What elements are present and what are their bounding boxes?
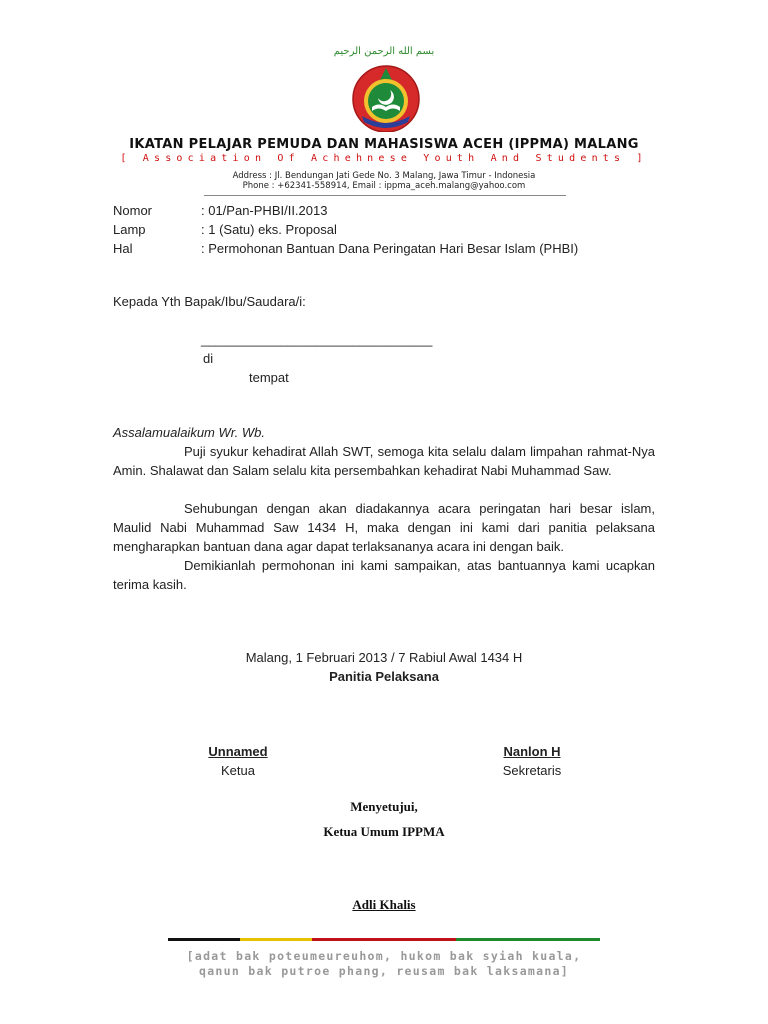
- organization-address: Address : Jl. Bendungan Jati Gede No. 3 Malang, Jawa Timur - Indonesia: [232, 171, 536, 181]
- footer-stripe-green: [456, 938, 600, 941]
- recipient-blank-line: ________________________________: [201, 332, 433, 347]
- organization-contact: Phone : +62341-558914, Email : ippma_aceh.malang@yahoo.com: [242, 181, 526, 191]
- meta-key-lamp: Lamp: [113, 222, 146, 237]
- organization-name: IKATAN PELAJAR PEMUDA DAN MAHASISWA ACEH (IPPMA) MALANG: [129, 137, 639, 152]
- paragraph-1: Puji syukur kehadirat Allah SWT, semoga kita selalu dalam limpahan rahmat-Nya Amin. Shalawat dan Salam selalu kita persembahkan kehadirat Nabi Muhammad Saw.: [113, 444, 655, 478]
- footer-stripe-red: [312, 938, 456, 941]
- bismillah-text: بسم الله الرحمن الرحيم: [333, 46, 435, 57]
- footer-stripe-yellow: [240, 938, 312, 941]
- ippma-logo: [348, 62, 424, 132]
- signature-1-role: Ketua: [221, 763, 255, 778]
- committee-label: Panitia Pelaksana: [329, 669, 439, 684]
- salam-opening: Assalamualaikum Wr. Wb.: [113, 425, 265, 440]
- approval-role: Ketua Umum IPPMA: [323, 824, 445, 839]
- motto-line-2: qanun bak putroe phang, reusam bak laksamana]: [198, 964, 570, 978]
- approval-label: Menyetujui,: [350, 799, 418, 814]
- signature-2-name: Nanlon H: [503, 744, 561, 759]
- footer-stripe-black: [168, 938, 240, 941]
- approval-name: Adli Khalis: [352, 897, 416, 912]
- organization-subtitle: [ Association Of Achehnese Youth And Students ]: [120, 153, 648, 164]
- paragraph-3: Demikianlah permohonan ini kami sampaikan, atas bantuannya kami ucapkan terima kasih.: [113, 558, 655, 592]
- signature-1-name: Unnamed: [208, 744, 268, 759]
- meta-value-lamp: : 1 (Satu) eks. Proposal: [201, 222, 337, 237]
- motto-line-1: [adat bak poteumeureuhom, hukom bak syiah kuala,: [186, 949, 582, 963]
- signature-2-role: Sekretaris: [502, 763, 562, 778]
- meta-key-nomor: Nomor: [113, 203, 153, 218]
- place-date: Malang, 1 Februari 2013 / 7 Rabiul Awal 1434 H: [245, 650, 523, 665]
- recipient-di: di: [203, 351, 214, 366]
- paragraph-2: Sehubungan dengan akan diadakannya acara peringatan hari besar islam, Maulid Nabi Muhammad Saw 1434 H, maka dengan ini kami dari panitia pelaksana mengharapkan bantuan dana agar dapat terlaksananya acara ini dengan baik.: [113, 501, 655, 554]
- header-divider: [204, 195, 566, 196]
- meta-key-hal: Hal: [113, 241, 133, 256]
- meta-value-nomor: : 01/Pan-PHBI/II.2013: [201, 203, 328, 218]
- recipient-tempat: tempat: [249, 370, 289, 385]
- recipient-greeting: Kepada Yth Bapak/Ibu/Saudara/i:: [113, 294, 306, 309]
- meta-value-hal: : Permohonan Bantuan Dana Peringatan Hari Besar Islam (PHBI): [201, 241, 579, 256]
